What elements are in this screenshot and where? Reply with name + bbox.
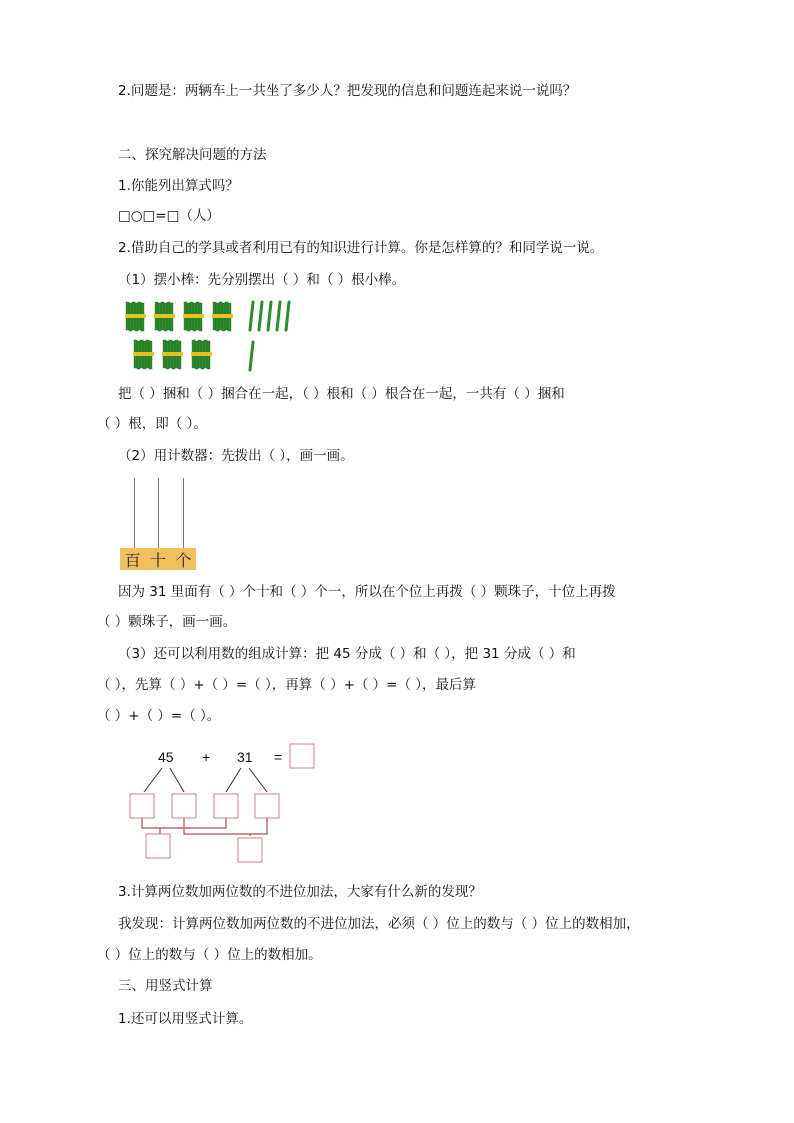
answer-box (290, 744, 314, 768)
single-stick-row1-1 (250, 302, 253, 330)
abacus (120, 478, 198, 572)
finding-line-1: 我发现：计算两位数加两位数的不进位加法，必须（ ）位上的数与（ ）位上的数相加， (118, 916, 640, 932)
bundle-row1-4 (212, 302, 233, 331)
vertical-prompt-1: 1.还可以用竖式计算。 (118, 1011, 253, 1027)
plus-sign: + (202, 749, 211, 765)
section-3-title: 三、用竖式计算 (118, 978, 213, 994)
prompt-3: 3.计算两位数加两位数的不进位加法，大家有什么新的发现？ (118, 884, 482, 900)
abacus-label-hundreds: 百 (124, 550, 141, 570)
step-2-text-a: 因为 31 里面有（ ）个十和（ ）个一，所以在个位上再拨（ ）颗珠子，十位上再拨 (118, 584, 616, 600)
bundle-row1-3 (183, 302, 204, 331)
abacus-label-ones: 个 (175, 550, 192, 570)
ones-box-45 (172, 794, 196, 818)
step-3-text-a: （3）还可以利用数的组成计算：把 45 分成（ ）和（ ），把 31 分成（ ）和 (118, 646, 576, 662)
finding-line-2: （ ）位上的数与（ ）位上的数相加。 (97, 947, 322, 963)
ones-box-31 (255, 794, 279, 818)
number-31: 31 (237, 749, 253, 765)
bundle-row1-2 (154, 302, 175, 331)
step-1-text-b: （ ）根，即（ ）。 (97, 416, 207, 432)
step-3-text-b: （ ），先算（ ）+（ ）=（ ），再算（ ）+（ ）=（ ），最后算 (97, 677, 477, 693)
question-2: 2.问题是：两辆车上一共坐了多少人？把发现的信息和问题连起来说一说吗？ (118, 83, 577, 99)
section-2-title: 二、探究解决问题的方法 (118, 147, 267, 163)
tens-box-31 (214, 794, 238, 818)
abacus-label-tens: 十 (149, 550, 166, 570)
decomposition-diagram (124, 742, 324, 862)
step-1-sticks: （1）摆小棒：先分别摆出（ ）和（ ）根小棒。 (118, 272, 406, 288)
single-stick-row1-5 (286, 302, 289, 330)
bundle-row1-1 (125, 302, 146, 331)
step-2-text-b: （ ）颗珠子，画一画。 (97, 614, 237, 630)
stick-bundles-illustration (120, 298, 320, 378)
tens-sum-box (146, 834, 170, 858)
single-stick-row2-1 (250, 342, 253, 370)
single-stick-row1-3 (268, 302, 271, 330)
single-stick-row1-2 (259, 302, 262, 330)
tens-box-45 (130, 794, 154, 818)
prompt-2: 2.借助自己的学具或者利用已有的知识进行计算。你是怎样算的？和同学说一说。 (118, 240, 604, 256)
number-45: 45 (158, 749, 174, 765)
step-2-abacus: （2）用计数器：先拨出（ ），画一画。 (118, 448, 354, 464)
prompt-1: 1.你能列出算式吗？ (118, 178, 239, 194)
step-3-text-c: （ ）+（ ）=（ ）。 (97, 708, 221, 724)
bundle-row2-1 (133, 340, 154, 369)
equals-sign: = (274, 749, 283, 765)
step-1-text-a: 把（ ）捆和（ ）捆合在一起，（ ）根和（ ）根合在一起，一共有（ ）捆和 (118, 386, 565, 402)
formula-template: □○□=□（人） (118, 208, 220, 224)
abacus-base (120, 548, 196, 570)
bundle-row2-3 (191, 340, 212, 369)
ones-sum-box (238, 838, 262, 862)
single-stick-row1-4 (277, 302, 280, 330)
bundle-row2-2 (162, 340, 183, 369)
